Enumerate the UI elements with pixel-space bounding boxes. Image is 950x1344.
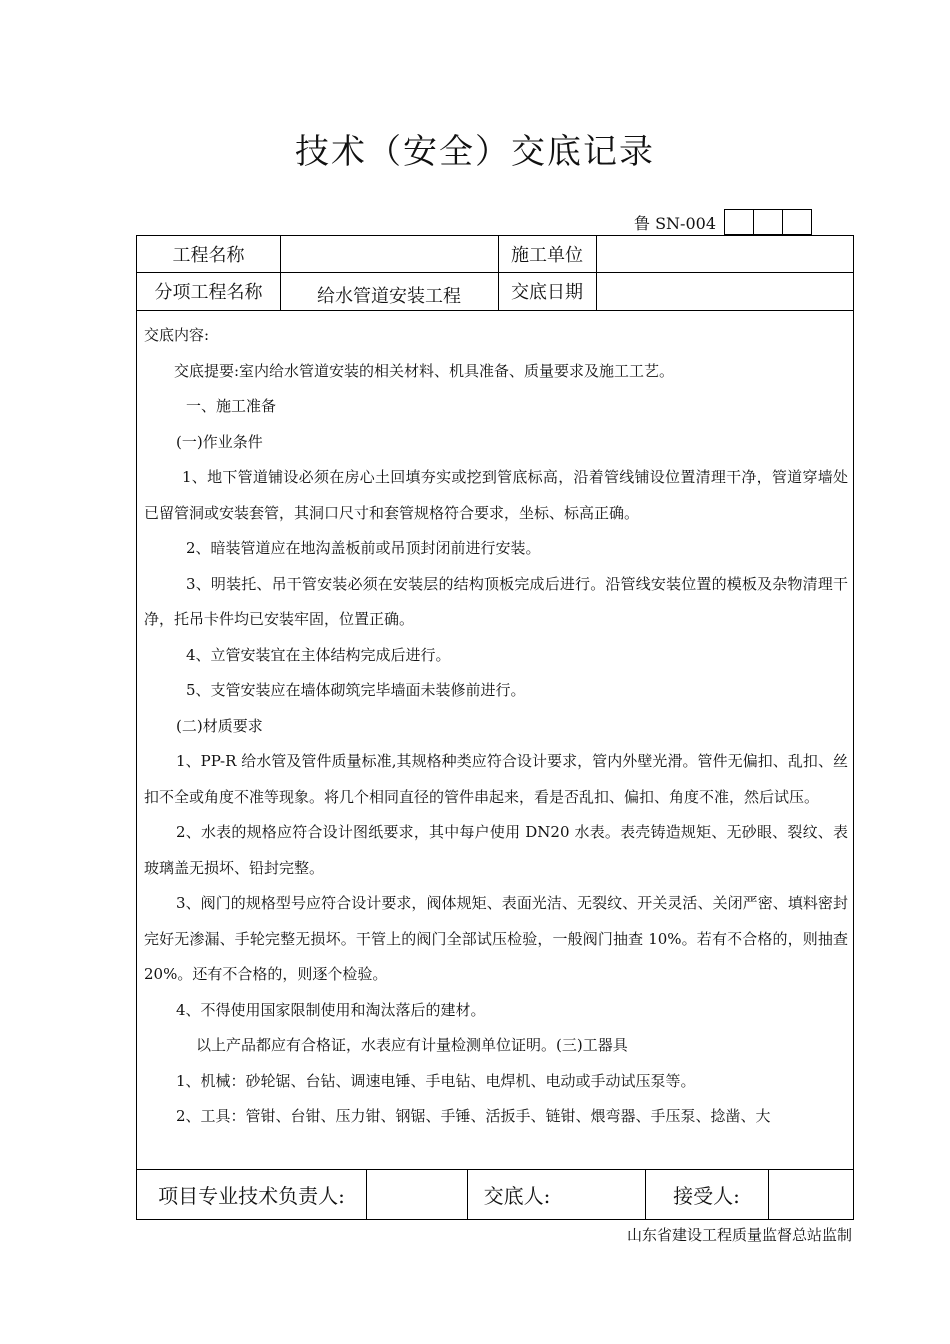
section-heading: 一、施工准备: [186, 397, 277, 415]
sub-project-label: 分项工程名称: [154, 282, 263, 303]
form-code-label: 鲁 SN-004: [634, 213, 716, 233]
sub-project-field[interactable]: 给水管道安装工程: [317, 286, 461, 307]
content-paragraph: 2、暗装管道应在地沟盖板前或吊顶封闭前进行安装。: [186, 539, 541, 557]
form-code-box-1[interactable]: [724, 209, 754, 235]
content-paragraph: 1、地下管道铺设必须在房心土回填夯实或挖到管底标高，沿着管线铺设位置清理干净，管道穿墙处已留管洞或安装套管，其洞口尺寸和套管规格符合要求，坐标、标高正确。: [144, 468, 848, 522]
form-code: [634, 209, 812, 235]
date-field[interactable]: [596, 272, 853, 310]
content-paragraph: 2、水表的规格应符合设计图纸要求，其中每户使用 DN20 水表。表壳铸造规矩、无砂眼、裂纹、表玻璃盖无损坏、铅封完整。: [144, 823, 848, 877]
content-paragraph: 4、不得使用国家限制使用和淘汰落后的建材。: [176, 1000, 486, 1019]
tech-lead-label: 项目专业技术负责人:: [158, 1183, 345, 1208]
content-paragraph: 以上产品都应有合格证，水表应有计量检测单位证明。(三)工器具: [196, 1036, 628, 1054]
content-paragraph: 5、支管安装应在墙体砌筑完毕墙面未装修前进行。: [186, 681, 526, 699]
content-paragraph: 3、明装托、吊干管安装必须在安装层的结构顶板完成后进行。沿管线安装位置的模板及杂物清理干净，托吊卡件均已安装牢固，位置正确。: [144, 574, 848, 628]
construction-unit-label: 施工单位: [511, 245, 583, 266]
subsection-heading: (一)作业条件: [176, 432, 263, 451]
receiver-label: 接受人:: [673, 1183, 740, 1208]
date-label: 交底日期: [511, 282, 583, 303]
project-name-label: 工程名称: [172, 245, 245, 266]
form-code-box-3[interactable]: [783, 209, 812, 235]
receiver-field[interactable]: [768, 1169, 853, 1219]
page-title: 技术（安全）交底记录: [295, 132, 655, 172]
project-name-field[interactable]: [280, 236, 498, 272]
construction-unit-field[interactable]: [596, 236, 853, 272]
subsection-heading: (二)材质要求: [176, 716, 263, 735]
content-paragraph: 1、PP-R 给水管及管件质量标准,其规格种类应符合设计要求，管内外壁光滑。管件无偏扣、乱扣、丝扣不全或角度不准等现象。将几个相同直径的管件串起来，看是否乱扣、偏扣、角度不准，然后试压。: [144, 752, 848, 806]
content-heading: 交底内容:: [144, 326, 210, 344]
content-paragraph: 2、工具：管钳、台钳、压力钳、钢锯、手锤、活扳手、链钳、煨弯器、手压泵、捻凿、大: [176, 1107, 771, 1125]
content-paragraph: 1、机械：砂轮锯、台钻、调速电锤、手电钻、电焊机、电动或手动试压泵等。: [176, 1071, 696, 1090]
content-paragraph: 4、立管安装宜在主体结构完成后进行。: [186, 645, 451, 664]
presenter-field[interactable]: [567, 1169, 645, 1219]
presenter-label: 交底人:: [483, 1183, 551, 1208]
content-paragraph: 交底提要:室内给水管道安装的相关材料、机具准备、质量要求及施工工艺。: [174, 361, 675, 380]
form-code-box-2[interactable]: [754, 209, 783, 235]
content-paragraph: 3、阀门的规格型号应符合设计要求，阀体规矩、表面光洁、无裂纹、开关灵活、关闭严密、填料密封完好无渗漏、手轮完整无损坏。干管上的阀门全部试压检验，一般阀门抽查 10%。若有不合格的，则抽查 20%。还有不合格的，则逐个检验。: [144, 894, 848, 983]
tech-lead-field[interactable]: [366, 1169, 467, 1219]
disclosure-content: [144, 318, 848, 1135]
footer-issuer: 山东省建设工程质量监督总站监制: [626, 1226, 852, 1244]
